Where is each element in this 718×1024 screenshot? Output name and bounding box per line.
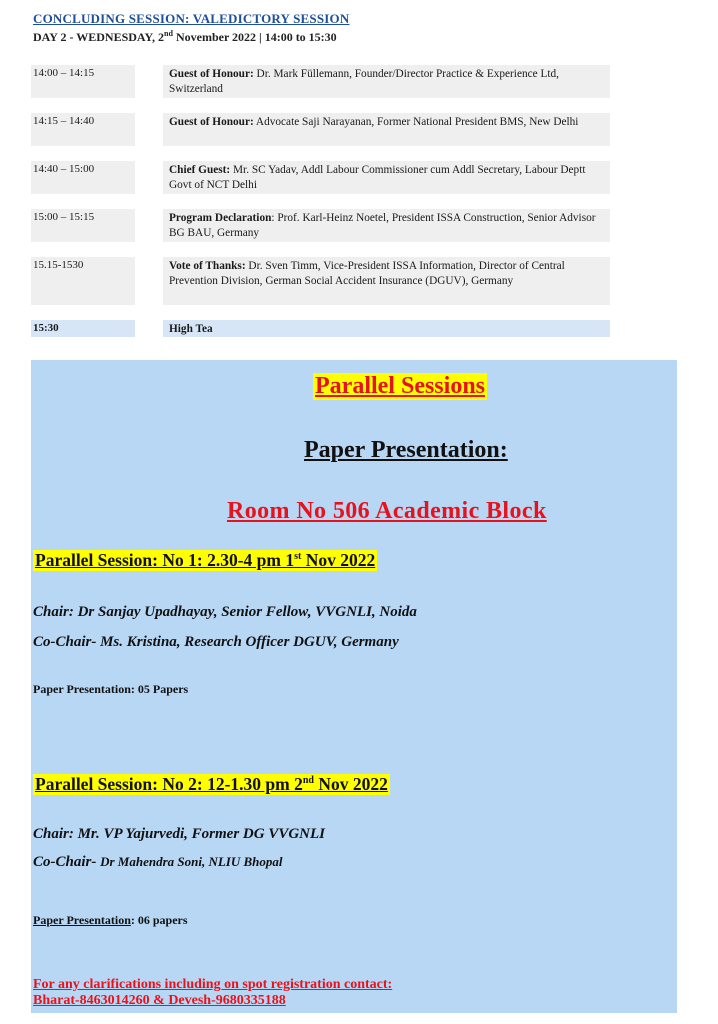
session-1-heading-sup: st <box>294 551 302 563</box>
schedule-desc <box>163 257 610 305</box>
session-2-papers-label: Paper Presentation <box>33 913 131 927</box>
schedule-desc <box>163 209 610 242</box>
schedule-text: Dr. Mark Füllemann, Founder/Director Practice & Experience Ltd, Switzerland <box>169 68 559 95</box>
schedule-time: 14:00 – 14:15 <box>31 65 135 98</box>
session-2-cochair-label: Co-Chair- <box>33 854 101 870</box>
session-1-heading <box>33 550 377 571</box>
schedule-desc <box>163 113 610 146</box>
schedule-role: Guest of Honour: <box>169 116 254 128</box>
parallel-sessions-heading: Parallel Sessions <box>315 373 486 399</box>
session-title: CONCLUDING SESSION: VALEDICTORY SESSION <box>33 11 350 26</box>
session-2-cochair <box>33 854 283 871</box>
schedule-time: 14:40 – 15:00 <box>31 161 135 194</box>
schedule-role: Program Declaration <box>169 212 272 224</box>
valedictory-section <box>0 0 718 360</box>
session-2-cochair-name: Dr Mahendra Soni, NLIU Bhopal <box>100 854 283 869</box>
schedule-role: Chief Guest: <box>169 164 231 176</box>
day-suffix: November 2022 | 14:00 to 15:30 <box>172 30 337 44</box>
session-2-papers <box>33 913 188 928</box>
room-heading: Room No 506 Academic Block <box>227 498 547 524</box>
schedule-text: Advocate Saji Narayanan, Former National President BMS, New Delhi <box>253 116 579 128</box>
contact-info <box>33 977 392 1009</box>
schedule-time: 15:30 <box>31 320 135 337</box>
day-prefix: DAY 2 - WEDNESDAY, 2 <box>33 30 165 44</box>
session-1-heading-b: Nov 2022 <box>301 550 376 570</box>
session-1-cochair: Co-Chair- Ms. Kristina, Research Officer DGUV, Germany <box>33 634 399 650</box>
session-2-heading-sup: nd <box>302 775 314 787</box>
schedule-text: Mr. SC Yadav, Addl Labour Commissioner cum Addl Secretary, Labour Deptt Govt of NCT Delhi <box>169 164 586 191</box>
schedule-role: Guest of Honour: <box>169 68 254 80</box>
session-2-heading <box>33 774 390 795</box>
session-2-heading-b: Nov 2022 <box>313 774 388 794</box>
schedule-time: 14:15 – 14:40 <box>31 113 135 146</box>
session-1-heading-a: Parallel Session: No 1: 2.30-4 pm 1 <box>35 550 295 570</box>
parallel-sessions-panel <box>31 360 677 1013</box>
schedule-desc <box>163 65 610 98</box>
session-2-heading-a: Parallel Session: No 2: 12-1.30 pm 2 <box>35 774 303 794</box>
day-sup: nd <box>164 29 173 38</box>
session-1-chair: Chair: Dr Sanjay Upadhayay, Senior Fellow, VVGNLI, Noida <box>33 604 417 620</box>
session-2-papers-value: : 06 papers <box>130 913 188 927</box>
contact-line-1: For any clarifications including on spot registration contact: <box>33 977 393 992</box>
schedule-text: Dr. Sven Timm, Vice-President ISSA Information, Director of Central Prevention Division, German Social Accident Insurance (DGUV), Germany <box>169 260 565 287</box>
schedule-text: : Prof. Karl-Heinz Noetel, President ISSA Construction, Senior Advisor BG BAU, Germany <box>169 212 596 239</box>
session-2-chair: Chair: Mr. VP Yajurvedi, Former DG VVGNLI <box>33 826 325 842</box>
contact-line-2: Bharat-8463014260 & Devesh-9680335188 <box>33 993 286 1008</box>
day-line <box>33 29 337 45</box>
paper-presentation-heading: Paper Presentation: <box>304 437 508 463</box>
schedule-role: Vote of Thanks: <box>169 260 246 272</box>
schedule-time: 15:00 – 15:15 <box>31 209 135 242</box>
schedule-desc <box>163 161 610 194</box>
schedule-desc <box>163 320 610 337</box>
session-1-papers: Paper Presentation: 05 Papers <box>33 682 189 696</box>
schedule-role: High Tea <box>169 323 213 335</box>
schedule-time: 15.15-1530 <box>31 257 135 305</box>
